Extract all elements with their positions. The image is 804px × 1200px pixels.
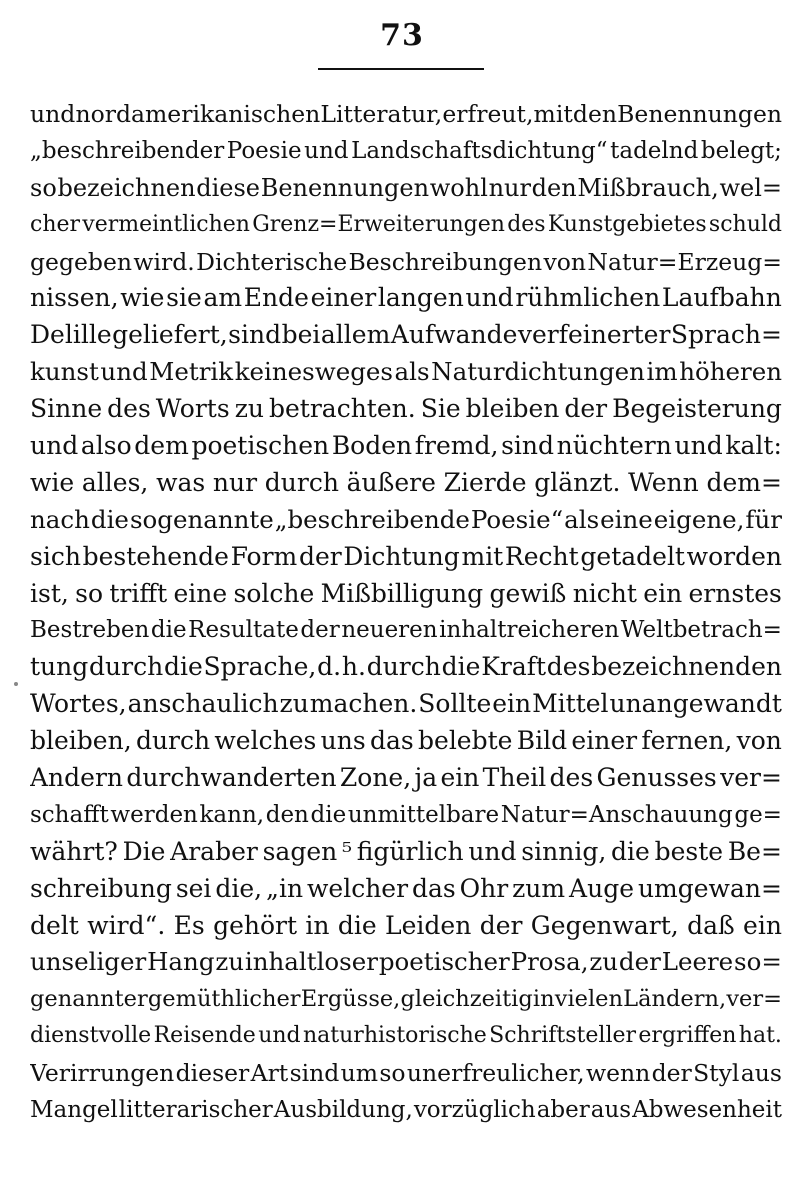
word: einer (571, 726, 638, 756)
word: kann, (199, 801, 265, 828)
word: gemüthlicher (147, 986, 301, 1013)
page-number: 73 (380, 18, 424, 53)
word: das (411, 873, 456, 903)
word: unseliger (30, 947, 147, 977)
word: Art (250, 1059, 289, 1088)
word: zu (589, 947, 619, 977)
word: im (646, 357, 678, 387)
word: bleiben (465, 394, 560, 424)
word: welches (214, 726, 317, 756)
word: Naturdichtungen (431, 357, 645, 387)
word: die (150, 617, 187, 644)
text-line (30, 317, 782, 354)
word: wird“. (87, 910, 166, 940)
word: tung (30, 652, 89, 682)
word: Recht (504, 541, 579, 571)
word: ein (643, 578, 683, 608)
text-line (30, 280, 782, 317)
word: und (30, 100, 76, 128)
word: bestehende (82, 541, 229, 571)
text-line (30, 502, 782, 539)
word: den (531, 173, 577, 202)
word: gegeben (30, 247, 132, 276)
word: Laufbahn (661, 283, 782, 313)
word: Sinne (30, 394, 103, 424)
word: worden (686, 541, 782, 571)
word: Poesie“ (470, 504, 564, 534)
word: Leiden (385, 910, 472, 940)
word: genannter (30, 986, 148, 1013)
word: bei (281, 320, 321, 350)
word: ergriffen (638, 1023, 737, 1049)
word: ver= (720, 763, 782, 793)
word: dieser (175, 1059, 250, 1088)
word: und (30, 431, 79, 461)
word: für (745, 504, 782, 534)
word: vorzüglich (413, 1097, 536, 1124)
word: poetischer (378, 947, 510, 977)
word: Sollte (418, 689, 492, 719)
text-line (30, 428, 782, 465)
word: Benennungen (260, 173, 430, 202)
word: sich (30, 541, 81, 571)
word: Aufwande (390, 320, 518, 350)
word: der (298, 541, 342, 571)
word: durchwanderten (126, 763, 337, 793)
text-line (30, 723, 782, 760)
text-line (30, 944, 782, 981)
word: höheren (679, 357, 782, 387)
word: also (80, 431, 132, 461)
word: und (465, 283, 514, 313)
word: Styl (693, 1059, 740, 1088)
word: beste (654, 836, 724, 866)
word: das (369, 726, 414, 756)
word: gewiß (489, 578, 567, 608)
word: cher (30, 211, 81, 237)
word: vielen (554, 986, 623, 1013)
word: ein (440, 763, 480, 793)
word: die (611, 836, 650, 866)
word: keinesweges (234, 357, 393, 387)
word: werden (110, 801, 198, 828)
word: tadelnd (610, 137, 699, 164)
word: gehört (213, 910, 298, 940)
word: die (441, 652, 481, 682)
text-line (30, 170, 782, 207)
word: uns (320, 726, 366, 756)
word: wenn (585, 1059, 651, 1088)
word: kunst (30, 357, 99, 387)
text-line (30, 871, 782, 908)
word: so= (734, 947, 782, 977)
text-line (30, 391, 782, 428)
word: schafft (30, 801, 109, 828)
word: nordamerikanischen (75, 100, 321, 128)
word: die (163, 652, 203, 682)
header-rule (318, 68, 484, 70)
word: Mittel (532, 689, 609, 719)
word: so (30, 173, 57, 202)
word: dem= (706, 467, 782, 497)
word: Beschreibungen (348, 247, 543, 276)
word: unangewandt (609, 689, 782, 719)
word: litterarischer (118, 1097, 273, 1124)
word: Ohr (459, 873, 509, 903)
word: erfreut, (442, 100, 534, 128)
word: den (265, 801, 309, 828)
word: ja (414, 763, 438, 793)
word: Andern (30, 763, 124, 793)
word: wird. (133, 247, 195, 276)
word: in (305, 910, 330, 940)
word: Prosa, (510, 947, 589, 977)
word: Ende (243, 283, 309, 313)
text-line (30, 539, 782, 576)
body-text (30, 96, 782, 1129)
word: vermeintlichen (82, 211, 250, 237)
word: durch (366, 652, 441, 682)
word: figürlich (356, 836, 464, 866)
word: Worts (155, 394, 230, 424)
margin-speck (14, 682, 18, 686)
word: in (532, 986, 555, 1013)
word: von (736, 726, 782, 756)
text-line (30, 1092, 782, 1129)
word: Verirrungen (30, 1059, 175, 1088)
text-line (30, 465, 782, 502)
word: Mangel (30, 1097, 118, 1124)
word: fremd, (414, 431, 499, 461)
word: Weltbetrach= (620, 617, 782, 644)
word: Mißbrauch, (577, 173, 719, 202)
word: solche (233, 578, 315, 608)
word: trifft (109, 578, 168, 608)
word: Natur=Erzeug= (587, 247, 782, 276)
word: wie (120, 283, 165, 313)
word: die (90, 504, 129, 534)
word: rühmlichen (515, 283, 661, 313)
word: dem (134, 431, 189, 461)
word: wie (30, 467, 75, 497)
word: der (479, 910, 523, 940)
word: Kraft (481, 652, 547, 682)
word: Poesie (226, 137, 302, 164)
word: sind (289, 1059, 340, 1088)
word: Hang (147, 947, 215, 977)
word: den (572, 100, 618, 128)
word: betrachten. (269, 394, 416, 424)
word: Reisende (153, 1023, 256, 1049)
word: umgewan= (637, 873, 782, 903)
word: Grenz=Erweiterungen (252, 211, 505, 237)
word: nicht (572, 578, 637, 608)
word: nur (212, 467, 258, 497)
word: Zierde (443, 467, 527, 497)
word: aus (590, 1097, 632, 1124)
word: h. (341, 652, 366, 682)
word: und (468, 836, 517, 866)
word: des (549, 763, 594, 793)
word: durch (89, 652, 164, 682)
word: sogenannte (129, 504, 274, 534)
word: eine (173, 578, 228, 608)
word: nach (30, 504, 90, 534)
word: inhaltloser (244, 947, 378, 977)
word: Zone, (339, 763, 412, 793)
word: alles, (81, 467, 149, 497)
word: die (337, 910, 377, 940)
word: belebte (418, 726, 513, 756)
word: und (304, 137, 349, 164)
text-line (30, 981, 782, 1018)
word: Es (173, 910, 205, 940)
word: Sie (420, 394, 461, 424)
word: d. (317, 652, 342, 682)
word: anschaulich (127, 689, 279, 719)
word: der (564, 394, 608, 424)
word: Bild (516, 726, 568, 756)
text-line (30, 649, 782, 686)
word: sinnig, (521, 836, 607, 866)
word: zum (512, 873, 566, 903)
text-line (30, 1018, 782, 1055)
word: geliefert, (112, 320, 228, 350)
word: delt (30, 910, 79, 940)
word: sie (166, 283, 202, 313)
word: bezeichnenden (591, 652, 782, 682)
word: glänzt. (534, 467, 621, 497)
word: Ergüsse, (300, 986, 401, 1013)
word: und (100, 357, 148, 387)
word: Wenn (628, 467, 699, 497)
word: ge= (734, 801, 782, 828)
word: Litteratur, (320, 100, 443, 128)
word: so (75, 578, 104, 608)
word: der (651, 1059, 692, 1088)
word: unmittelbare (347, 801, 500, 828)
word: ernstes (688, 578, 782, 608)
word: Wortes, (30, 689, 127, 719)
word: kalt: (725, 431, 782, 461)
word: sind (501, 431, 555, 461)
word: Mißbilligung (320, 578, 484, 608)
text-line (30, 96, 782, 133)
word: inhaltreicheren (439, 617, 620, 644)
word: allem (320, 320, 391, 350)
word: poetischen (191, 431, 330, 461)
word: „beschreibender (30, 137, 225, 164)
word: ver= (726, 986, 782, 1013)
word: belegt; (700, 137, 782, 164)
word: sei (175, 873, 212, 903)
word: machen. (309, 689, 418, 719)
word: ein (492, 689, 532, 719)
word: Delille (30, 320, 112, 350)
word: „beschreibende (274, 504, 470, 534)
word: mit (533, 100, 573, 128)
word: Dichterische (196, 247, 348, 276)
word: naturhistorische (303, 1023, 487, 1049)
word: zu (279, 689, 309, 719)
word: Genusses (596, 763, 717, 793)
text-line (30, 1055, 782, 1092)
text-line (30, 908, 782, 945)
word: der (300, 617, 340, 644)
word: Metrik (149, 357, 234, 387)
word: Landschaftsdichtung“ (351, 137, 608, 164)
word: ein (743, 910, 782, 940)
word: Bestreben (30, 617, 150, 644)
word: gleichzeitig (400, 986, 533, 1013)
word: zu (234, 394, 264, 424)
word: Abwesenheit (632, 1097, 782, 1124)
word: eigene, (653, 504, 745, 534)
word: und (258, 1023, 301, 1049)
word: nur (488, 173, 531, 202)
word: unerfreulicher, (406, 1059, 585, 1088)
word: langen (377, 283, 464, 313)
word: sind (228, 320, 282, 350)
word: wohl (429, 173, 488, 202)
text-line (30, 244, 782, 281)
word: währt? (30, 836, 118, 866)
word: fernen, (641, 726, 733, 756)
word: mit (461, 541, 504, 571)
word: daß (687, 910, 735, 940)
word: Dichtung (343, 541, 460, 571)
word: Begeisterung (612, 394, 782, 424)
word: zu (215, 947, 245, 977)
word: Theil (482, 763, 547, 793)
word: hat. (738, 1023, 782, 1049)
text-line (30, 612, 782, 649)
word: wel= (719, 173, 782, 202)
word: welcher (307, 873, 409, 903)
word: und (674, 431, 723, 461)
word: so (379, 1059, 406, 1088)
word: verfeinerter (517, 320, 671, 350)
word: am (203, 283, 243, 313)
word: als (564, 504, 600, 534)
word: bezeichnen (57, 173, 196, 202)
word: Leere (661, 947, 734, 977)
text-line (30, 576, 782, 613)
text-line (30, 760, 782, 797)
word: äußere (346, 467, 436, 497)
text-line (30, 834, 782, 871)
word: aber (536, 1097, 590, 1124)
word: Benennungen (617, 100, 782, 128)
word: als (394, 357, 430, 387)
word: die, (215, 873, 263, 903)
word: sagen (262, 836, 338, 866)
word: Form (230, 541, 298, 571)
word: Be= (727, 836, 782, 866)
word: Araber (170, 836, 258, 866)
text-line (30, 133, 782, 170)
word: ⁵ (341, 836, 352, 866)
word: Die (122, 836, 166, 866)
text-line (30, 207, 782, 244)
word: Schriftsteller (489, 1023, 637, 1049)
word: eine (600, 504, 653, 534)
word: bleiben, (30, 726, 132, 756)
word: Ländern, (623, 986, 727, 1013)
word: des (507, 211, 546, 237)
text-line (30, 354, 782, 391)
word: schreibung (30, 873, 172, 903)
word: Boden (331, 431, 413, 461)
text-line (30, 686, 782, 723)
word: was (156, 467, 206, 497)
word: Natur=Anschauung (500, 801, 733, 828)
word: durch (264, 467, 339, 497)
word: Ausbildung, (273, 1097, 413, 1124)
word: Auge (569, 873, 635, 903)
word: der (618, 947, 661, 977)
word: durch (135, 726, 211, 756)
word: um (340, 1059, 379, 1088)
word: neueren (341, 617, 438, 644)
word: ist, (30, 578, 69, 608)
word: Kunstgebietes (547, 211, 707, 237)
word: von (543, 247, 587, 276)
word: schuld (708, 211, 782, 237)
word: nissen, (30, 283, 119, 313)
word: dienstvolle (30, 1023, 152, 1049)
word: getadelt (580, 541, 685, 571)
text-line (30, 797, 782, 834)
word: „in (266, 873, 304, 903)
word: die (310, 801, 347, 828)
word: des (107, 394, 151, 424)
word: nüchtern (556, 431, 672, 461)
word: einer (310, 283, 377, 313)
word: aus (740, 1059, 782, 1088)
word: Resultate (188, 617, 299, 644)
word: Sprache, (203, 652, 317, 682)
word: des (546, 652, 591, 682)
word: Sprach= (670, 320, 782, 350)
word: diese (196, 173, 261, 202)
word: Gegenwart, (530, 910, 679, 940)
